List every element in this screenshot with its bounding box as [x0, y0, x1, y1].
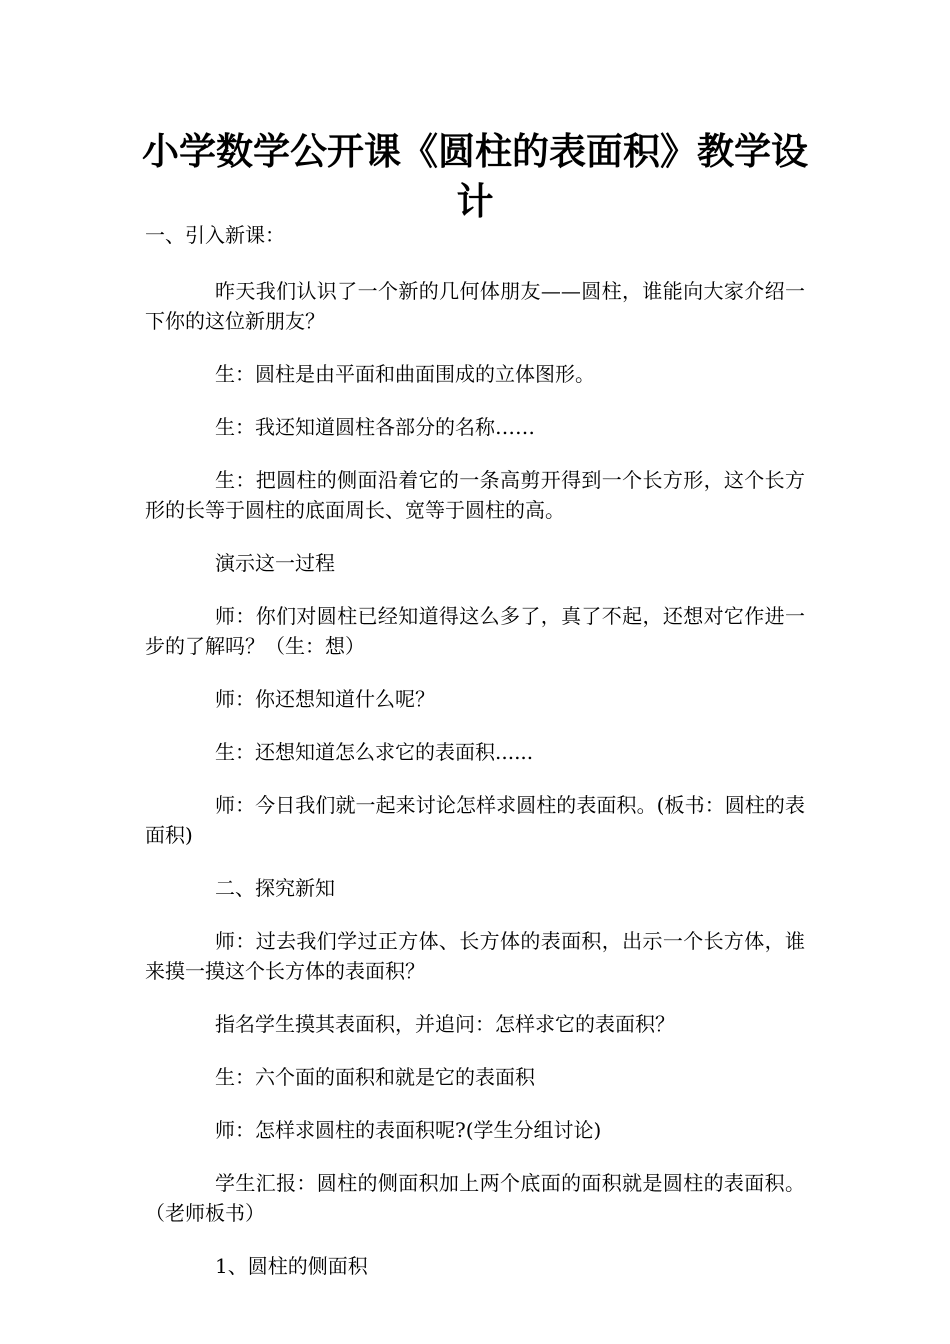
- paragraph: 生：还想知道怎么求它的表面积......: [215, 740, 534, 764]
- section-heading-intro: 一、引入新课：: [145, 223, 285, 247]
- paragraph: 昨天我们认识了一个新的几何体朋友——圆柱，谁能向大家介绍一下你的这位新朋友？: [145, 279, 805, 333]
- document-title: 小学数学公开课《圆柱的表面积》教学设计: [142, 129, 808, 223]
- section-heading-explore: 二、探究新知: [215, 876, 335, 900]
- paragraph: 师：你还想知道什么呢？: [215, 687, 435, 711]
- paragraph: 生：圆柱是由平面和曲面围成的立体图形。: [215, 362, 595, 386]
- document-body: [145, 220, 805, 1304]
- paragraph: 生：六个面的面积和就是它的表面积: [215, 1065, 535, 1089]
- paragraph: 师：你们对圆柱已经知道得这么多了，真了不起，还想对它作进一步的了解吗？（生：想）: [145, 604, 805, 658]
- paragraph: 师：过去我们学过正方体、长方体的表面积，出示一个长方体，谁来摸一摸这个长方体的表面积？: [145, 929, 805, 983]
- paragraph: 师：怎样求圆柱的表面积呢?(学生分组讨论): [215, 1118, 602, 1142]
- paragraph: 生：我还知道圆柱各部分的名称……: [215, 415, 535, 439]
- paragraph: 生：把圆柱的侧面沿着它的一条高剪开得到一个长方形，这个长方形的长等于圆柱的底面周长、宽等于圆柱的高。: [145, 468, 805, 522]
- subsection-heading: 1、圆柱的侧面积: [215, 1254, 368, 1278]
- paragraph: 指名学生摸其表面积，并追问：怎样求它的表面积？: [215, 1012, 675, 1036]
- paragraph: 学生汇报：圆柱的侧面积加上两个底面的面积就是圆柱的表面积。（老师板书）: [145, 1171, 805, 1225]
- paragraph: 演示这一过程: [215, 551, 335, 575]
- paragraph: 师：今日我们就一起来讨论怎样求圆柱的表面积。(板书：圆柱的表面积): [145, 793, 805, 847]
